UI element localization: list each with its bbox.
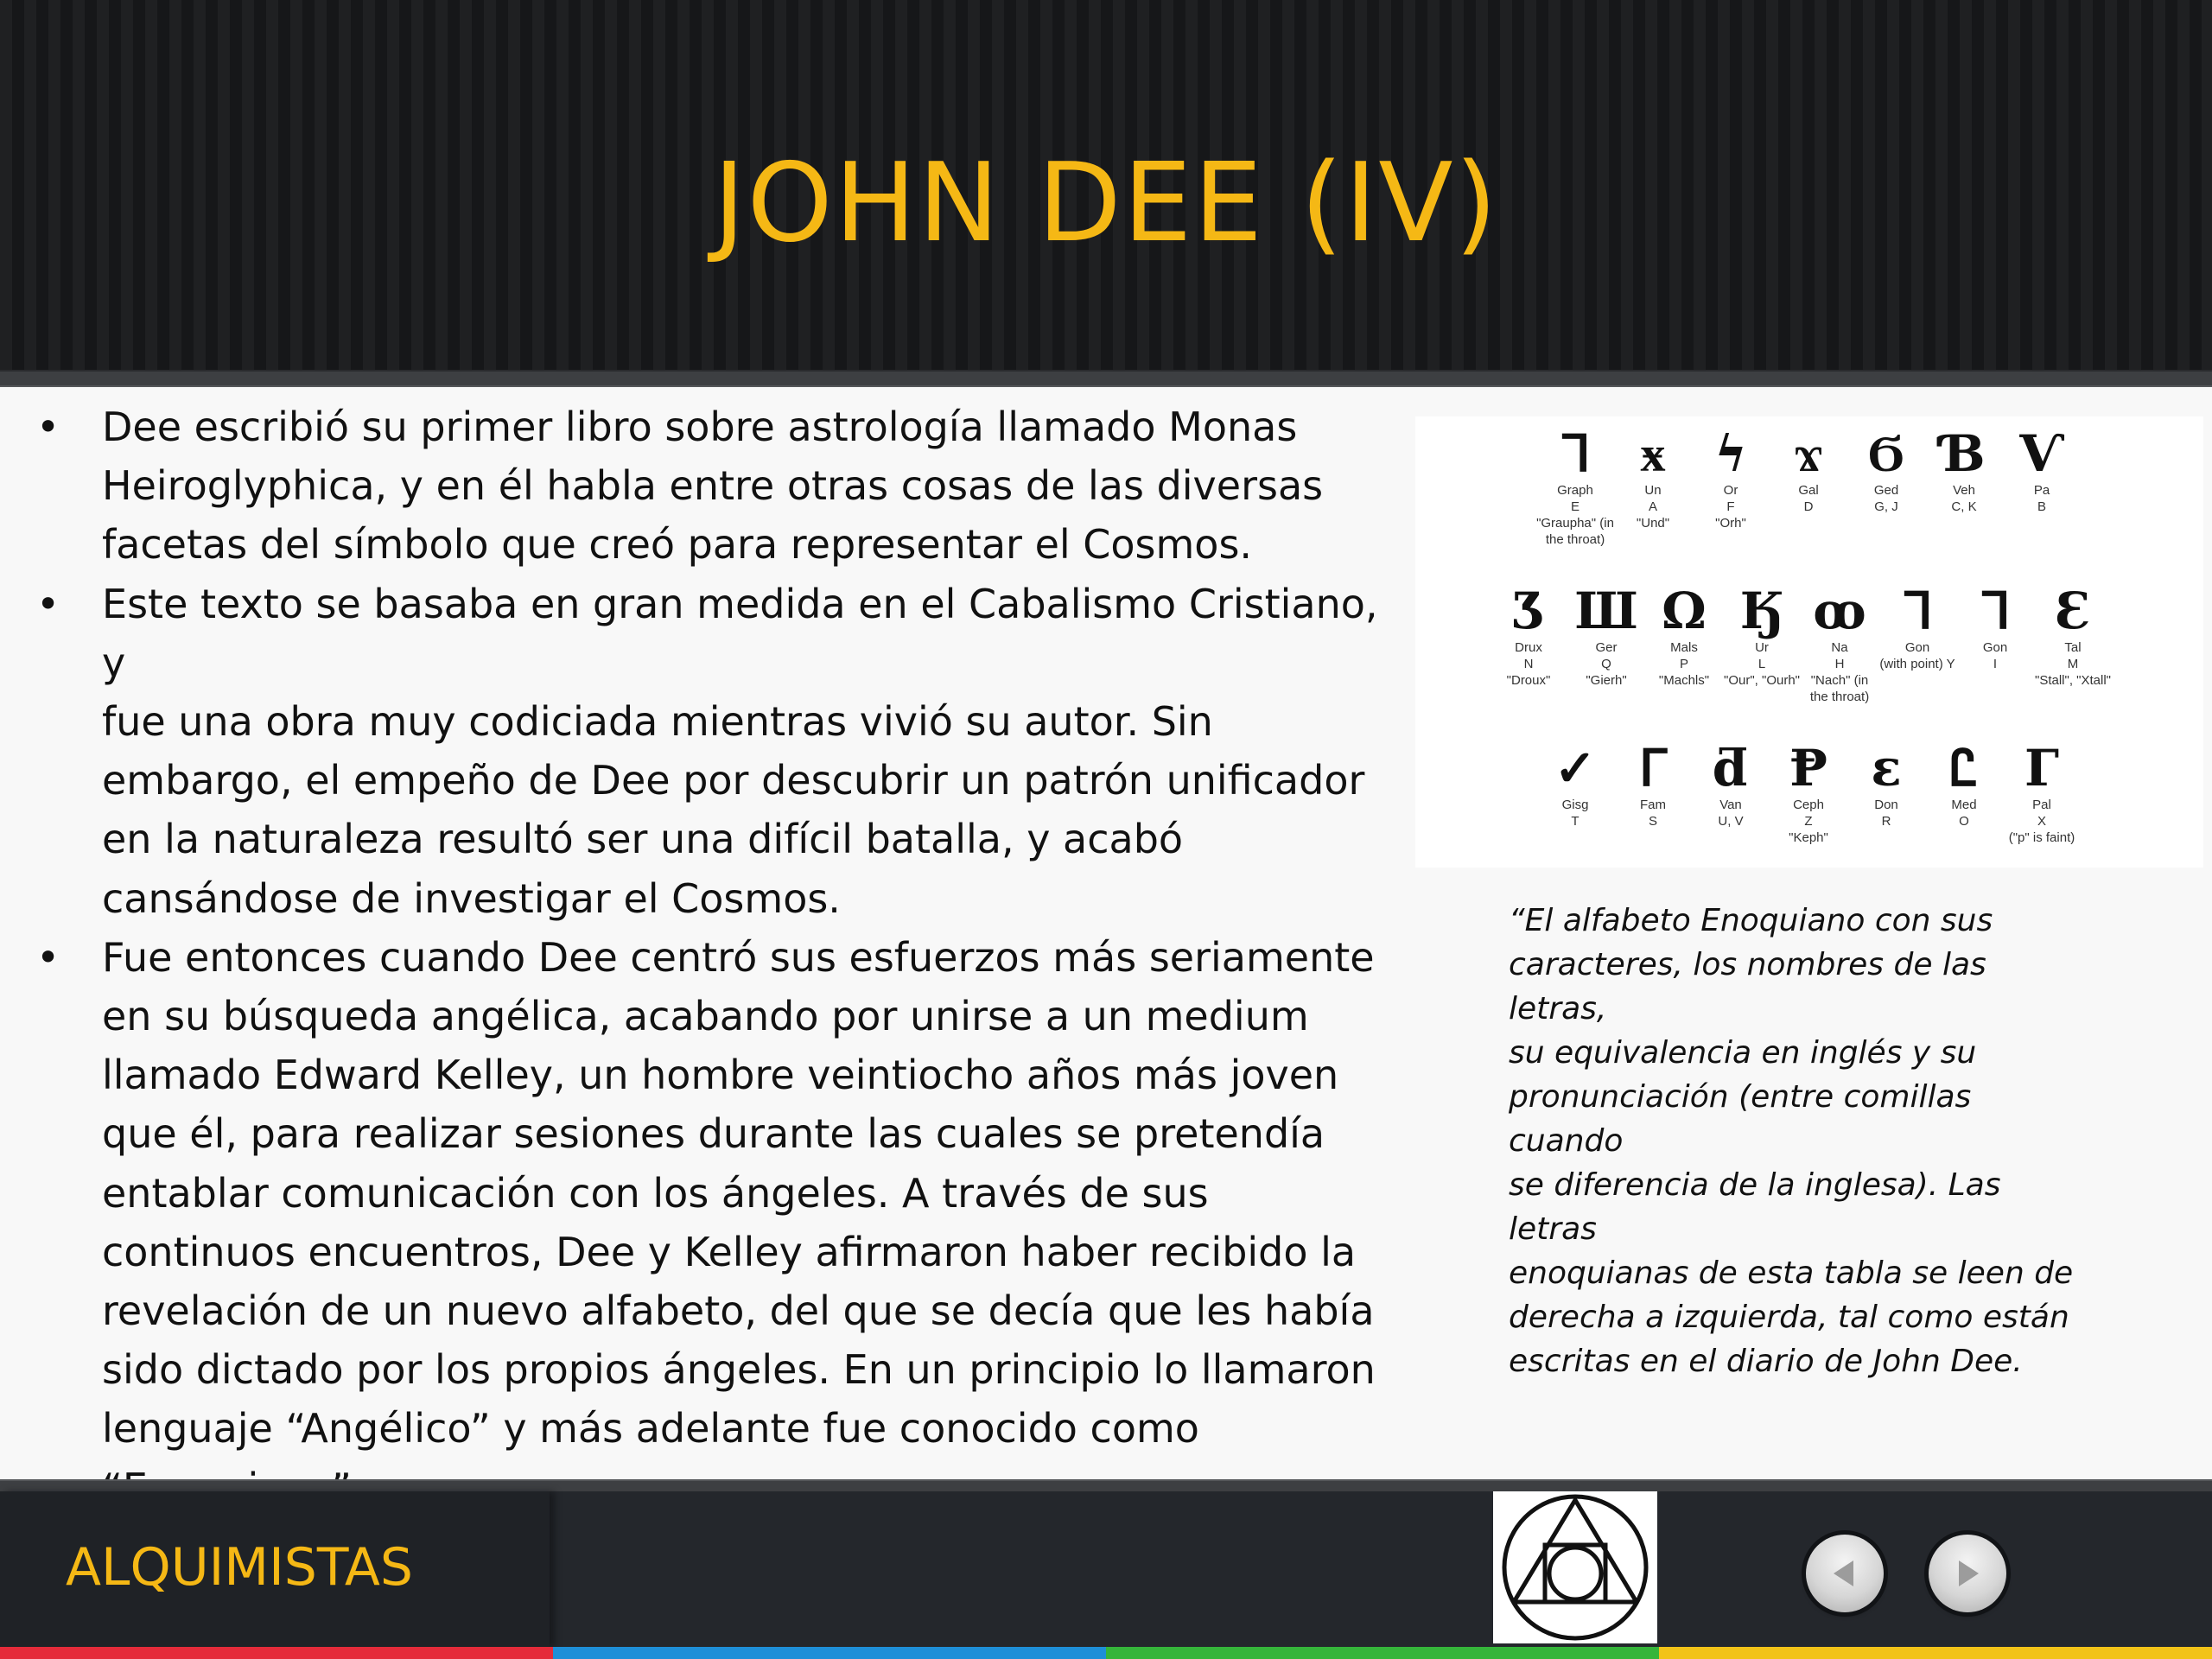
letter-glyph: ᒥ xyxy=(1638,739,1668,798)
letter-name: Van xyxy=(1719,798,1742,812)
bullet-line: cansándose de investigar el Cosmos. xyxy=(102,874,841,922)
bullet-line: Este texto se basaba en gran medida en el Cabalismo Cristiano, y xyxy=(102,580,1378,686)
alphabet-caption xyxy=(1509,899,2088,1383)
stripe-red xyxy=(0,1647,553,1659)
letter-english: F xyxy=(1726,499,1735,514)
bullet-line: llamado Edward Kelley, un hombre veintiocho años más joven xyxy=(102,1052,1339,1099)
alphabet-letter xyxy=(1847,425,1925,548)
monas-logo xyxy=(1493,1491,1657,1643)
letter-name: Ur xyxy=(1755,640,1769,655)
letter-name: Gal xyxy=(1798,483,1819,498)
letter-english: O xyxy=(1959,814,1969,829)
letter-pronunciation: "Machls" xyxy=(1658,673,1710,688)
letter-name: Un xyxy=(1644,483,1662,498)
letter-english: Q xyxy=(1601,657,1611,671)
letter-glyph: ϫ xyxy=(1793,424,1824,483)
caption-line: enoquianas de esta tabla se leen de xyxy=(1509,1255,2074,1291)
letter-pronunciation: "Nach" (in the throat) xyxy=(1809,673,1870,704)
bullet-dot: • xyxy=(36,404,60,450)
letter-glyph: Ꮭ xyxy=(1949,739,1979,798)
letter-name: Ceph xyxy=(1793,798,1824,812)
stripe-blue xyxy=(553,1647,1106,1659)
previous-slide-button[interactable] xyxy=(1806,1535,1884,1612)
triangle-left-icon xyxy=(1806,1535,1884,1612)
letter-english: U, V xyxy=(1718,814,1744,829)
letter-name: Pal xyxy=(2032,798,2051,812)
letter-english: (with point) Y xyxy=(1879,657,1955,671)
letter-glyph: ƌ xyxy=(1713,739,1749,798)
stripe-yellow xyxy=(1659,1647,2212,1659)
caption-line: “El alfabeto Enoquiano con sus xyxy=(1509,903,1993,938)
alphabet-letter xyxy=(1956,582,2034,705)
alphabet-letter xyxy=(1801,582,1878,705)
letter-name: Na xyxy=(1831,640,1848,655)
letter-pronunciation: "Graupha" (in the throat) xyxy=(1536,516,1614,547)
letter-english: L xyxy=(1758,657,1766,671)
letter-english: T xyxy=(1571,814,1580,829)
bullet-line: en la naturaleza resultó ser una difícil batalla, y acabó xyxy=(102,816,1184,863)
letter-pronunciation: "Keph" xyxy=(1789,830,1828,845)
alphabet-letter xyxy=(1925,740,2003,846)
alphabet-row xyxy=(1536,740,2081,846)
letter-english: Z xyxy=(1804,814,1813,829)
footer-divider xyxy=(0,1479,2212,1491)
caption-line: derecha a izquierda, tal como están xyxy=(1509,1300,2069,1335)
letter-english: A xyxy=(1648,499,1657,514)
alphabet-letter xyxy=(1645,582,1723,705)
letter-glyph: ɛ xyxy=(1871,739,1902,798)
caption-line: escritas en el diario de John Dee. xyxy=(1509,1344,2023,1379)
letter-english: P xyxy=(1679,657,1688,671)
enochian-alphabet-table xyxy=(1415,416,2203,868)
alphabet-letter xyxy=(2034,582,2112,705)
bullet-line: continuos encuentros, Dee y Kelley afirmaron haber recibido la xyxy=(102,1228,1357,1275)
letter-pronunciation: "Stall", "Xtall" xyxy=(2035,673,2111,688)
bullet-line: entablar comunicación con los ángeles. A través de sus xyxy=(102,1169,1209,1217)
alphabet-letter xyxy=(1536,740,1614,846)
letter-pronunciation: "Gierh" xyxy=(1586,673,1627,688)
letter-english: M xyxy=(2067,657,2079,671)
bullet-line: lenguaje “Angélico” y más adelante fue conocido como xyxy=(102,1405,1199,1452)
bullet-item xyxy=(26,575,1400,928)
alphabet-letter xyxy=(1536,425,1614,548)
letter-glyph: Ӄ xyxy=(1739,582,1784,640)
letter-glyph: ϟ xyxy=(1713,424,1748,483)
header-divider xyxy=(0,370,2212,387)
letter-pronunciation: "Droux" xyxy=(1506,673,1551,688)
slide-title: JOHN DEE (IV) xyxy=(713,139,1499,266)
letter-english: R xyxy=(1881,814,1891,829)
alphabet-letter xyxy=(1770,425,1847,548)
letter-english: H xyxy=(1834,657,1845,671)
letter-name: Med xyxy=(1951,798,1977,812)
letter-name: Gon xyxy=(1904,640,1930,655)
bullet-line: revelación de un nuevo alfabeto, del que se decía que les había xyxy=(102,1287,1375,1335)
letter-name: Fam xyxy=(1640,798,1666,812)
alphabet-row xyxy=(1536,425,2081,548)
bullet-line: Dee escribió su primer libro sobre astrología llamado Monas xyxy=(102,404,1298,450)
bullet-list xyxy=(26,397,1400,1517)
letter-english: S xyxy=(1648,814,1657,829)
alphabet-letter xyxy=(1692,740,1770,846)
letter-pronunciation: "Our", "Ourh" xyxy=(1724,673,1800,688)
alphabet-letter xyxy=(1723,582,1801,705)
letter-english: I xyxy=(1993,657,1998,671)
letter-glyph: Ϭ xyxy=(1867,424,1905,483)
letter-glyph: Ɛ xyxy=(2055,582,2091,640)
bullet-line: Fue entonces cuando Dee centró sus esfuerzos más seriamente xyxy=(102,933,1375,981)
letter-glyph: ꝏ xyxy=(1813,582,1866,640)
letter-glyph: ✓ xyxy=(1554,739,1597,798)
letter-glyph: Ω xyxy=(1662,582,1707,640)
letter-glyph: Ш xyxy=(1574,582,1638,640)
bullet-line: embargo, el empeño de Dee por descubrir un patrón unificador xyxy=(102,757,1365,804)
letter-name: Graph xyxy=(1557,483,1593,498)
bullet-line: Heiroglyphica, y en él habla entre otras cosas de las diversas xyxy=(102,462,1324,510)
bullet-dot: • xyxy=(36,933,60,981)
letter-glyph: ӿ xyxy=(1640,424,1666,483)
letter-name: Ged xyxy=(1873,483,1899,498)
letter-name: Gisg xyxy=(1561,798,1589,812)
letter-english: D xyxy=(1803,499,1814,514)
alphabet-row xyxy=(1490,582,2112,705)
letter-glyph: ᒣ xyxy=(1902,582,1933,640)
slide-content xyxy=(0,387,2212,1479)
caption-line: caracteres, los nombres de las letras, xyxy=(1509,947,1986,1027)
bullet-item xyxy=(26,397,1400,575)
alphabet-letter xyxy=(1692,425,1770,548)
bullet-line: en su búsqueda angélica, acabando por unirse a un medium xyxy=(102,993,1309,1040)
letter-name: Drux xyxy=(1515,640,1542,655)
letter-glyph: ᒣ xyxy=(1980,582,2011,640)
letter-name: Or xyxy=(1723,483,1738,498)
bullet-line: sido dictado por los propios ángeles. En un principio lo llamaron xyxy=(102,1346,1376,1394)
footer-title-panel xyxy=(0,1491,550,1647)
bullet-line: fue una obra muy codiciada mientras vivió su autor. Sin xyxy=(102,698,1213,746)
letter-name: Gon xyxy=(1982,640,2008,655)
alphabet-letter xyxy=(1614,740,1692,846)
letter-glyph: Ɓ xyxy=(1942,424,1986,483)
next-slide-button[interactable] xyxy=(1929,1535,2006,1612)
letter-glyph: ᒣ xyxy=(1560,424,1591,483)
bullet-line: facetas del símbolo que creó para representar el Cosmos. xyxy=(102,521,1253,569)
letter-english: B xyxy=(2037,499,2046,514)
caption-line: su equivalencia en inglés y su xyxy=(1509,1035,1977,1071)
letter-pronunciation: ("p" is faint) xyxy=(2008,830,2075,845)
triangle-right-icon xyxy=(1929,1535,2006,1612)
letter-english: X xyxy=(2037,814,2046,829)
letter-glyph: Ᵽ xyxy=(1789,739,1827,798)
bullet-line: que él, para realizar sesiones durante las cuales se pretendía xyxy=(102,1110,1325,1158)
letter-glyph: Ѵ xyxy=(2018,424,2065,483)
letter-name: Don xyxy=(1874,798,1898,812)
letter-glyph: Ӡ xyxy=(1511,582,1546,640)
letter-pronunciation: "Orh" xyxy=(1715,516,1746,531)
letter-name: Mals xyxy=(1670,640,1698,655)
alphabet-letter xyxy=(1614,425,1692,548)
letter-name: Tal xyxy=(2064,640,2082,655)
bullet-item xyxy=(26,928,1400,1517)
letter-name: Ger xyxy=(1595,640,1618,655)
alphabet-letter xyxy=(1490,582,1567,705)
letter-glyph: Г xyxy=(2024,739,2060,798)
stripe-green xyxy=(1106,1647,1659,1659)
letter-english: G, J xyxy=(1874,499,1898,514)
letter-pronunciation: "Und" xyxy=(1636,516,1670,531)
letter-english: C, K xyxy=(1951,499,1977,514)
alphabet-letter xyxy=(2003,740,2081,846)
letter-name: Pa xyxy=(2033,483,2050,498)
letter-english: N xyxy=(1523,657,1534,671)
letter-english: E xyxy=(1570,499,1580,514)
alphabet-letter xyxy=(1925,425,2003,548)
monas-circle-triangle-square-icon xyxy=(1493,1491,1657,1643)
color-stripes xyxy=(0,1647,2212,1659)
slide-footer xyxy=(0,1491,2212,1647)
letter-name: Veh xyxy=(1953,483,1975,498)
caption-line: pronunciación (entre comillas cuando xyxy=(1509,1079,1972,1159)
footer-title: ALQUIMISTAS xyxy=(66,1537,413,1598)
alphabet-letter xyxy=(1770,740,1847,846)
alphabet-letter xyxy=(1878,582,1956,705)
alphabet-letter xyxy=(1847,740,1925,846)
alphabet-letter xyxy=(1567,582,1645,705)
bullet-dot: • xyxy=(36,580,60,627)
alphabet-letter xyxy=(2003,425,2081,548)
caption-line: se diferencia de la inglesa). Las letras xyxy=(1509,1167,2001,1247)
